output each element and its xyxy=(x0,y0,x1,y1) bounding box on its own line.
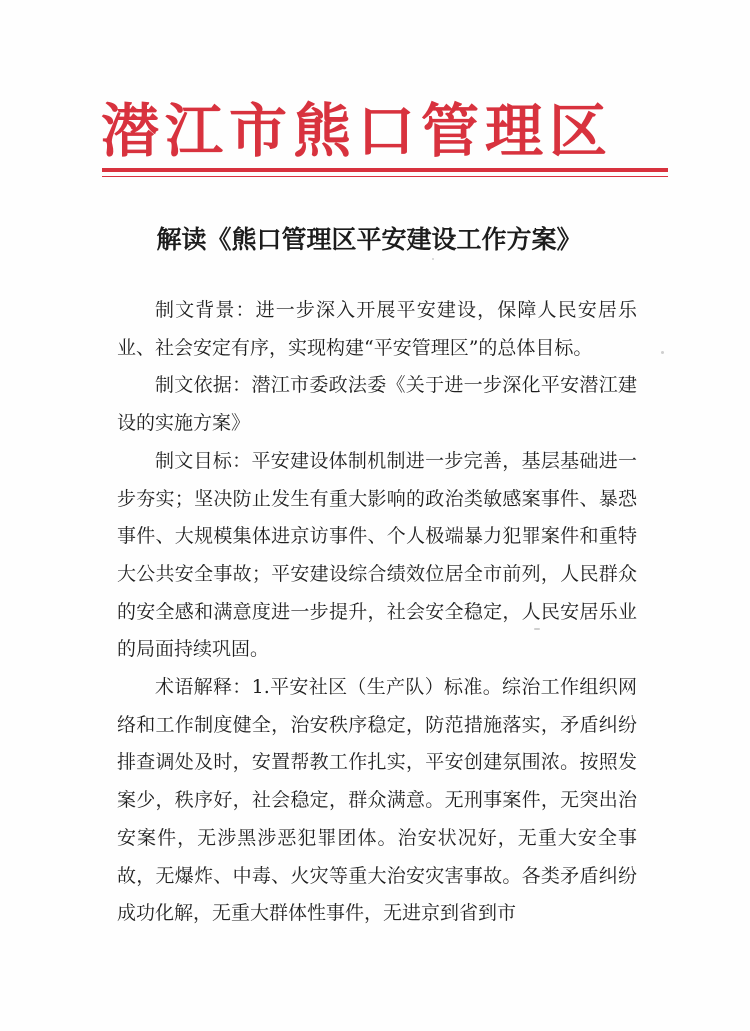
letterhead-divider-thick xyxy=(102,168,668,172)
paragraph-objective: 制文目标：平安建设体制机制进一步完善，基层基础进一步夯实；坚决防止发生有重大影响的政治类敏感案事件、暴恐事件、大规模集体进京访事件、个人极端暴力犯罪案件和重特大公共安全事故；平安建设综合绩效位居全市前列，人民群众的安全感和满意度进一步提升，社会安全稳定，人民安居乐业的局面持续巩固。 xyxy=(117,449,637,661)
paragraph-terminology: 术语解释：1.平安社区（生产队）标准。综治工作组织网络和工作制度健全，治安秩序稳定，防范措施落实，矛盾纠纷排查调处及时，安置帮教工作扎实，平安创建氛围浓。按照发案少，秩序好，社会稳定，群众满意。无刑事案件，无突出治安案件，无涉黑涉恶犯罪团体。治安状况好，无重大安全事故，无爆炸、中毒、火灾等重大治安灾害事故。各类矛盾纠纷成功化解，无重大群体性事件，无进京到省到市 xyxy=(117,676,637,925)
letterhead-divider-thin xyxy=(102,176,668,177)
document-title: 解读《熊口管理区平安建设工作方案》 xyxy=(156,225,582,254)
document-body xyxy=(117,292,637,933)
scan-speck xyxy=(661,351,664,354)
paragraph-basis: 制文依据：潜江市委政法委《关于进一步深化平安潜江建设的实施方案》 xyxy=(117,374,637,435)
letterhead-title: 潜江市熊口管理区 xyxy=(100,97,613,165)
scan-speck xyxy=(432,258,434,260)
paragraph-background: 制文背景：进一步深入开展平安建设，保障人民安居乐业、社会安定有序，实现构建“平安管理区”的总体目标。 xyxy=(117,299,637,359)
scan-speck xyxy=(534,628,540,630)
